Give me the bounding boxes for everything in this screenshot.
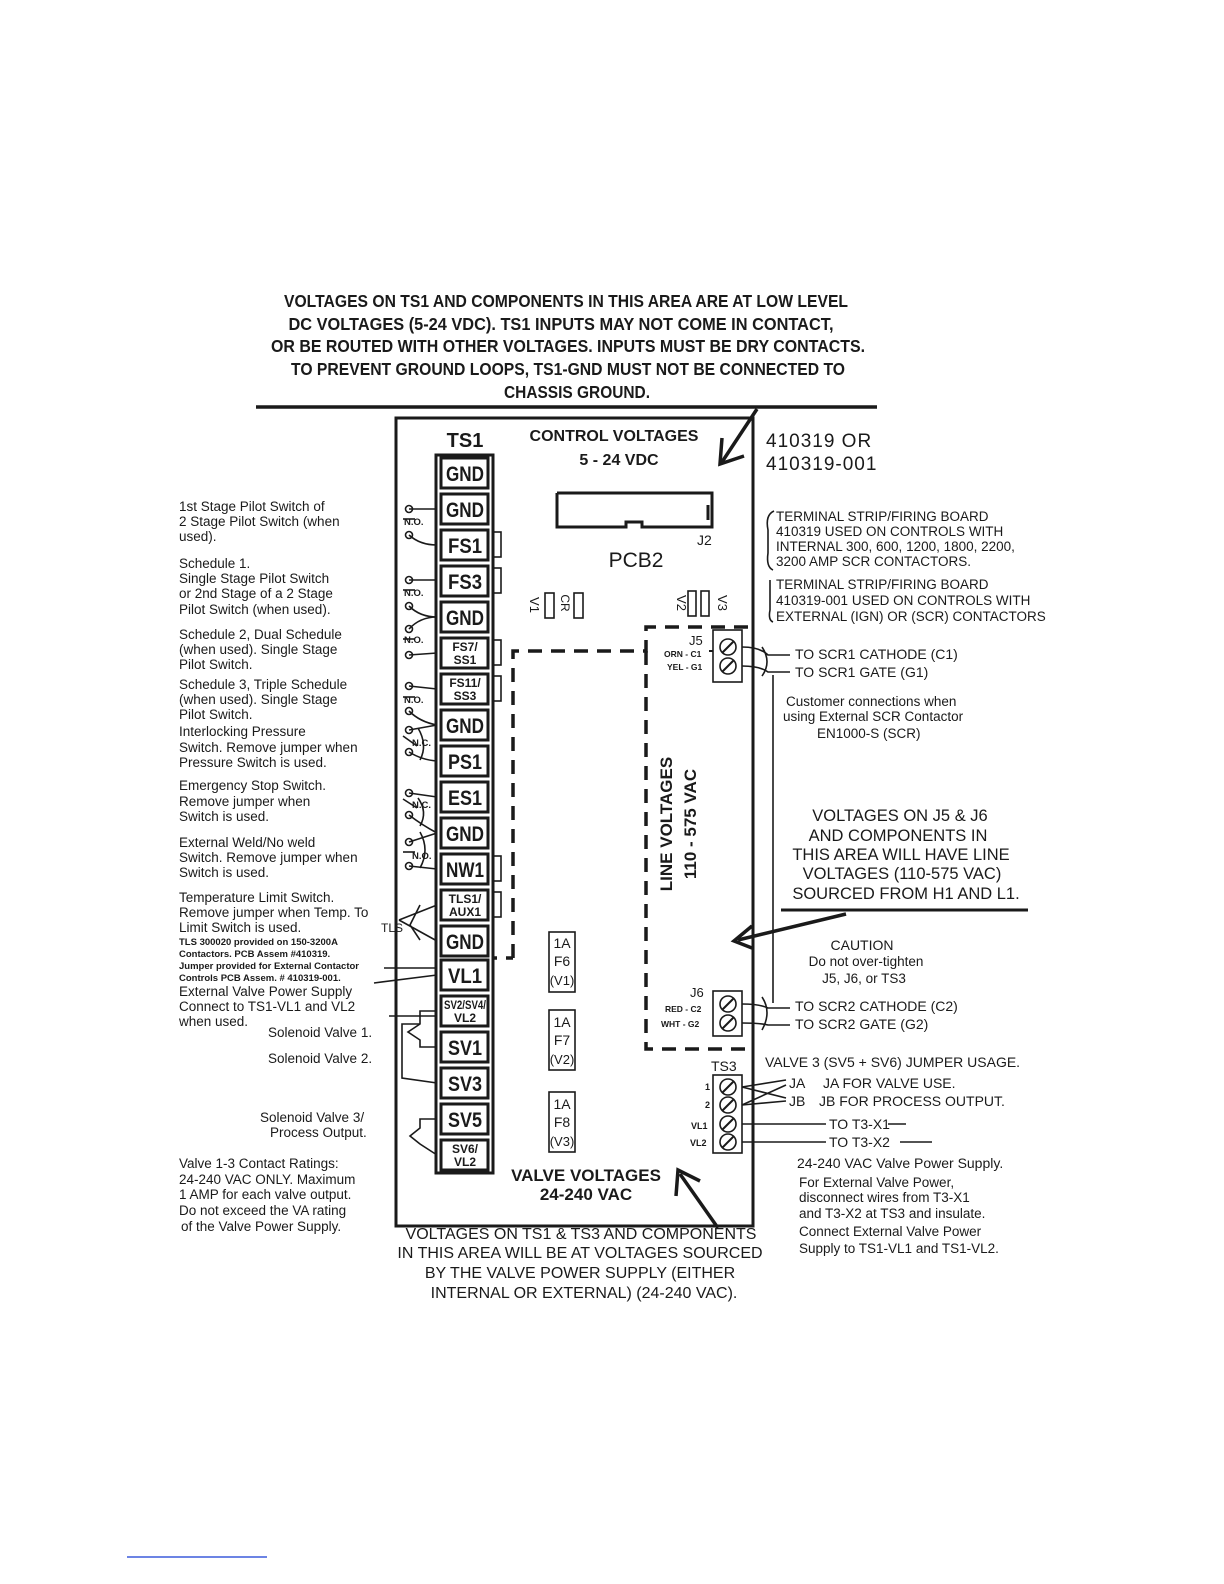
note-customer: using External SCR Contactor [783, 709, 964, 724]
j5-pin2: YEL - G1 [667, 662, 703, 672]
svg-text:GND: GND [446, 499, 484, 522]
top-warning-line: CHASSIS GROUND. [504, 382, 650, 402]
fuse-f6 [549, 932, 575, 992]
svg-text:AUX1: AUX1 [448, 905, 482, 919]
jb-label: JB [789, 1093, 806, 1109]
note-estop: Switch is used. [179, 809, 270, 824]
svg-text:PS1: PS1 [448, 751, 483, 774]
top-warning [271, 291, 865, 402]
ts1-title: TS1 [446, 430, 484, 452]
jb-desc: JB FOR PROCESS OUTPUT. [819, 1093, 1005, 1109]
top-warning-line: DC VOLTAGES (5-24 VDC). TS1 INPUTS MAY NOT COME IN CONTACT, [288, 314, 834, 334]
svg-text:VL2: VL2 [453, 1155, 477, 1169]
note-strip1: 410319 USED ON CONTROLS WITH [776, 524, 1004, 539]
svg-text:F7: F7 [553, 1032, 571, 1048]
note-valve-power: Connect to TS1-VL1 and VL2 [179, 999, 356, 1014]
line-voltages-title: LINE VOLTAGES [657, 756, 676, 892]
svg-text:VL1: VL1 [448, 965, 483, 988]
note-ratings: Valve 1-3 Contact Ratings: [179, 1156, 339, 1171]
note-tls-small: Contactors. PCB Assem #410319. [179, 949, 331, 960]
bottom-warning-line: BY THE VALVE POWER SUPPLY (EITHER [424, 1265, 736, 1282]
svg-text:SV1: SV1 [448, 1037, 483, 1060]
cr-label: CR [558, 594, 572, 612]
note-interlock: Switch. Remove jumper when [179, 740, 358, 755]
note-tls-small: Controls PCB Assem. # 410319-001. [179, 973, 341, 984]
right-notes [765, 509, 1046, 1070]
valve-arrow [676, 1170, 718, 1228]
svg-text:SV2/SV4/: SV2/SV4/ [444, 998, 487, 1012]
note-sv3: Solenoid Valve 3/ [260, 1110, 365, 1125]
v3-label: V3 [715, 595, 730, 611]
low-voltage-boundary [513, 627, 753, 958]
components-v1-cr [527, 593, 583, 618]
ts3-notes [789, 1075, 1005, 1256]
note-strip2: TERMINAL STRIP/FIRING BOARD [776, 577, 989, 592]
v1-label: V1 [527, 597, 542, 613]
note-sched1: or 2nd Stage of a 2 Stage [179, 586, 333, 601]
note-temp: Temperature Limit Switch. [179, 890, 335, 905]
tls-tag: TLS [381, 921, 404, 935]
note-pilot1: 1st Stage Pilot Switch of [179, 499, 325, 514]
terminal-gnd[interactable] [441, 710, 488, 740]
svg-text:(V1): (V1) [549, 973, 575, 988]
terminal-gnd[interactable] [441, 926, 488, 956]
note-strip1: INTERNAL 300, 600, 1200, 1800, 2200, [776, 539, 1015, 554]
nc-tag: N.C. [412, 800, 431, 811]
svg-text:SV3: SV3 [448, 1073, 482, 1096]
note-valve-power: when used. [179, 1014, 249, 1029]
terminal-vl1[interactable] [441, 960, 488, 990]
svg-text:VL2: VL2 [453, 1011, 477, 1025]
terminal-fs3[interactable] [441, 566, 488, 596]
svg-text:(V3): (V3) [549, 1134, 575, 1149]
t3x2-label: TO T3-X2 [829, 1134, 890, 1150]
svg-text:FS3: FS3 [448, 571, 482, 594]
svg-text:TLS1/: TLS1/ [448, 892, 482, 906]
line-voltages-range: 110 - 575 VAC [681, 768, 700, 880]
bottom-warning-line: IN THIS AREA WILL BE AT VOLTAGES SOURCED [397, 1245, 763, 1262]
terminal-sv2-sv4-vl2[interactable] [441, 996, 488, 1026]
svg-text:NW1: NW1 [446, 859, 485, 882]
supply-label: 24-240 VAC Valve Power Supply. [797, 1155, 1004, 1171]
bottom-warning-line: VOLTAGES ON TS1 & TS3 AND COMPONENTS [405, 1226, 757, 1243]
note-strip2: 410319-001 USED ON CONTROLS WITH [776, 593, 1031, 608]
terminal-ps1[interactable] [441, 746, 488, 776]
note-sv2: Solenoid Valve 2. [268, 1051, 373, 1066]
valve-voltages-range: 24-240 VAC [539, 1185, 633, 1204]
j6-pin1: RED - C2 [665, 1004, 702, 1014]
valve-voltages-title: VALVE VOLTAGES [511, 1166, 661, 1185]
j5-title: J5 [689, 633, 703, 648]
ts3-pin: VL2 [690, 1138, 707, 1148]
j6-out2: TO SCR2 GATE (G2) [795, 1016, 929, 1032]
svg-text:GND: GND [446, 931, 484, 954]
svg-text:1A: 1A [553, 1096, 571, 1112]
fuse-f8 [549, 1092, 575, 1152]
note-caution: Do not over-tighten [808, 954, 924, 969]
terminal-es1[interactable] [441, 782, 488, 812]
svg-text:SV5: SV5 [448, 1109, 483, 1132]
note-sv1: Solenoid Valve 1. [268, 1025, 373, 1040]
svg-text:GND: GND [446, 715, 484, 738]
svg-text:F6: F6 [553, 953, 571, 969]
j5-out1: TO SCR1 CATHODE (C1) [795, 646, 958, 662]
external-note: Supply to TS1-VL1 and TS1-VL2. [799, 1241, 999, 1256]
note-sched2: Schedule 2, Dual Schedule [179, 627, 342, 642]
ja-label: JA [789, 1075, 806, 1091]
note-sv3: Process Output. [270, 1125, 367, 1140]
ts1-strip [436, 455, 493, 1173]
note-pilot1: used). [179, 529, 217, 544]
t3x1-label: TO T3-X1 [829, 1116, 890, 1132]
svg-text:ES1: ES1 [448, 787, 483, 810]
control-voltages-range: 5 - 24 VDC [579, 452, 659, 469]
note-caution: CAUTION [830, 937, 894, 953]
svg-text:1A: 1A [553, 935, 571, 951]
j6-out1: TO SCR2 CATHODE (C2) [795, 998, 958, 1014]
note-sched3: Schedule 3, Triple Schedule [179, 677, 348, 692]
note-sched3: (when used). Single Stage [179, 692, 338, 707]
top-warning-line: TO PREVENT GROUND LOOPS, TS1-GND MUST NOT BE CONNECTED TO [291, 359, 845, 379]
note-pilot1: 2 Stage Pilot Switch (when [179, 514, 340, 529]
note-customer: EN1000-S (SCR) [817, 726, 921, 741]
j5-pin1: ORN - C1 [664, 649, 702, 659]
j5-out2: TO SCR1 GATE (G1) [795, 664, 929, 680]
fuses [549, 932, 575, 1152]
svg-text:GND: GND [446, 463, 484, 486]
top-warning-line: VOLTAGES ON TS1 AND COMPONENTS IN THIS AREA ARE AT LOW LEVEL [284, 291, 849, 311]
terminal-sv3[interactable] [441, 1068, 488, 1098]
external-note: and T3-X2 at TS3 and insulate. [799, 1206, 986, 1221]
j2-connector [557, 493, 712, 527]
note-ratings: 1 AMP for each valve output. [179, 1187, 352, 1202]
note-strip2: EXTERNAL (IGN) OR (SCR) CONTACTORS [776, 609, 1046, 624]
svg-text:SS1: SS1 [453, 653, 477, 667]
terminal-gnd[interactable] [441, 494, 488, 524]
note-valve-power: External Valve Power Supply [179, 984, 353, 999]
svg-text:1A: 1A [553, 1014, 571, 1030]
ts3-connector [690, 1058, 742, 1153]
external-note: For External Valve Power, [799, 1175, 955, 1190]
note-ratings: 24-240 VAC ONLY. Maximum [179, 1172, 356, 1187]
svg-text:FS11/: FS11/ [449, 676, 481, 690]
note-interlock: Pressure Switch is used. [179, 755, 327, 770]
no-tag: N.O. [404, 517, 424, 528]
note-sched1: Single Stage Pilot Switch [179, 571, 330, 586]
terminal-tls1-aux1[interactable] [441, 890, 488, 920]
terminal-fs7-ss1[interactable] [441, 638, 488, 668]
note-temp: Limit Switch is used. [179, 920, 302, 935]
j6-leads [742, 997, 790, 1030]
no-tag: N.O. [412, 851, 432, 862]
j5-leads [742, 647, 790, 676]
ts3-pin: VL1 [691, 1121, 708, 1131]
note-line-warning: VOLTAGES (110-575 VAC) [802, 865, 1002, 883]
bottom-warning [397, 1226, 762, 1302]
note-line-warning: VOLTAGES ON J5 & J6 [812, 807, 988, 825]
no-tag: N.O. [404, 588, 424, 599]
svg-text:SV6/: SV6/ [451, 1142, 479, 1156]
note-tls-small: TLS 300020 provided on 150-3200A [179, 937, 338, 948]
terminal-gnd[interactable] [441, 458, 488, 488]
note-temp: Remove jumper when Temp. To [179, 905, 369, 920]
j6-title: J6 [690, 985, 704, 1000]
ts3-title: TS3 [711, 1058, 737, 1074]
terminal-sv6-vl2[interactable] [441, 1140, 488, 1170]
note-caution: J5, J6, or TS3 [822, 971, 906, 986]
control-voltages-title: CONTROL VOLTAGES [529, 428, 699, 445]
j6-pin2: WHT - G2 [661, 1019, 700, 1029]
note-sched2: (when used). Single Stage [179, 642, 338, 657]
svg-text:(V2): (V2) [549, 1052, 575, 1067]
svg-text:GND: GND [446, 607, 484, 630]
svg-text:GND: GND [446, 823, 484, 846]
external-note: disconnect wires from T3-X1 [799, 1190, 970, 1205]
note-line-warning: THIS AREA WILL HAVE LINE [792, 846, 1010, 864]
no-tag: N.O. [404, 695, 424, 706]
terminal-sv5[interactable] [441, 1104, 488, 1134]
note-estop: Emergency Stop Switch. [179, 778, 327, 793]
terminal-fs1[interactable] [441, 530, 488, 560]
svg-text:FS1: FS1 [448, 535, 483, 558]
terminal-fs11-ss3[interactable] [441, 674, 488, 704]
terminal-sv1[interactable] [441, 1032, 488, 1062]
svg-text:FS7/: FS7/ [452, 640, 478, 654]
v2-label: V2 [674, 595, 689, 611]
j2-label: J2 [697, 532, 712, 548]
terminal-gnd[interactable] [441, 602, 488, 632]
pcb-label: PCB2 [608, 549, 664, 572]
svg-text:F8: F8 [553, 1114, 571, 1130]
note-valve3: VALVE 3 (SV5 + SV6) JUMPER USAGE. [765, 1054, 1021, 1070]
note-sched1: Pilot Switch (when used). [179, 602, 331, 617]
note-ratings: Do not exceed the VA rating [179, 1203, 347, 1218]
note-strip1: 3200 AMP SCR CONTACTORS. [776, 554, 972, 569]
part-number: 410319-001 [766, 454, 878, 475]
terminal-nw1[interactable] [441, 854, 488, 884]
part-number: 410319 OR [766, 431, 873, 452]
no-tag: N.O. [404, 635, 424, 646]
external-note: Connect External Valve Power [799, 1224, 982, 1239]
switch-wiring [374, 506, 437, 1156]
note-estop: Remove jumper when [179, 794, 311, 809]
note-weld: External Weld/No weld [179, 835, 316, 850]
note-sched3: Pilot Switch. [179, 707, 253, 722]
ts3-pin: 1 [705, 1082, 711, 1092]
components-v2-v3 [674, 591, 730, 616]
nc-tag: N.C. [412, 738, 431, 749]
j5-connector [664, 630, 742, 682]
note-tls-small: Jumper provided for External Contactor [179, 961, 360, 972]
left-notes [178, 499, 372, 1234]
bottom-warning-line: INTERNAL OR EXTERNAL) (24-240 VAC). [430, 1285, 738, 1302]
terminal-gnd[interactable] [441, 818, 488, 848]
note-customer: Customer connections when [786, 694, 957, 709]
note-strip1: TERMINAL STRIP/FIRING BOARD [776, 509, 989, 524]
line-arrow [734, 914, 846, 948]
j6-connector [661, 985, 742, 1036]
note-ratings: of the Valve Power Supply. [181, 1219, 342, 1234]
note-weld: Switch. Remove jumper when [179, 850, 358, 865]
top-warning-line: OR BE ROUTED WITH OTHER VOLTAGES. INPUTS MUST BE DRY CONTACTS. [271, 336, 865, 356]
note-line-warning: SOURCED FROM H1 AND L1. [792, 885, 1020, 903]
ts3-pin: 2 [705, 1100, 711, 1110]
note-line-warning: AND COMPONENTS IN [808, 827, 988, 845]
fuse-f7 [549, 1010, 575, 1070]
note-sched1: Schedule 1. [179, 556, 251, 571]
note-interlock: Interlocking Pressure [179, 724, 306, 739]
note-sched2: Pilot Switch. [179, 657, 253, 672]
ja-desc: JA FOR VALVE USE. [823, 1075, 956, 1091]
note-weld: Switch is used. [179, 865, 270, 880]
svg-text:SS3: SS3 [453, 689, 477, 703]
